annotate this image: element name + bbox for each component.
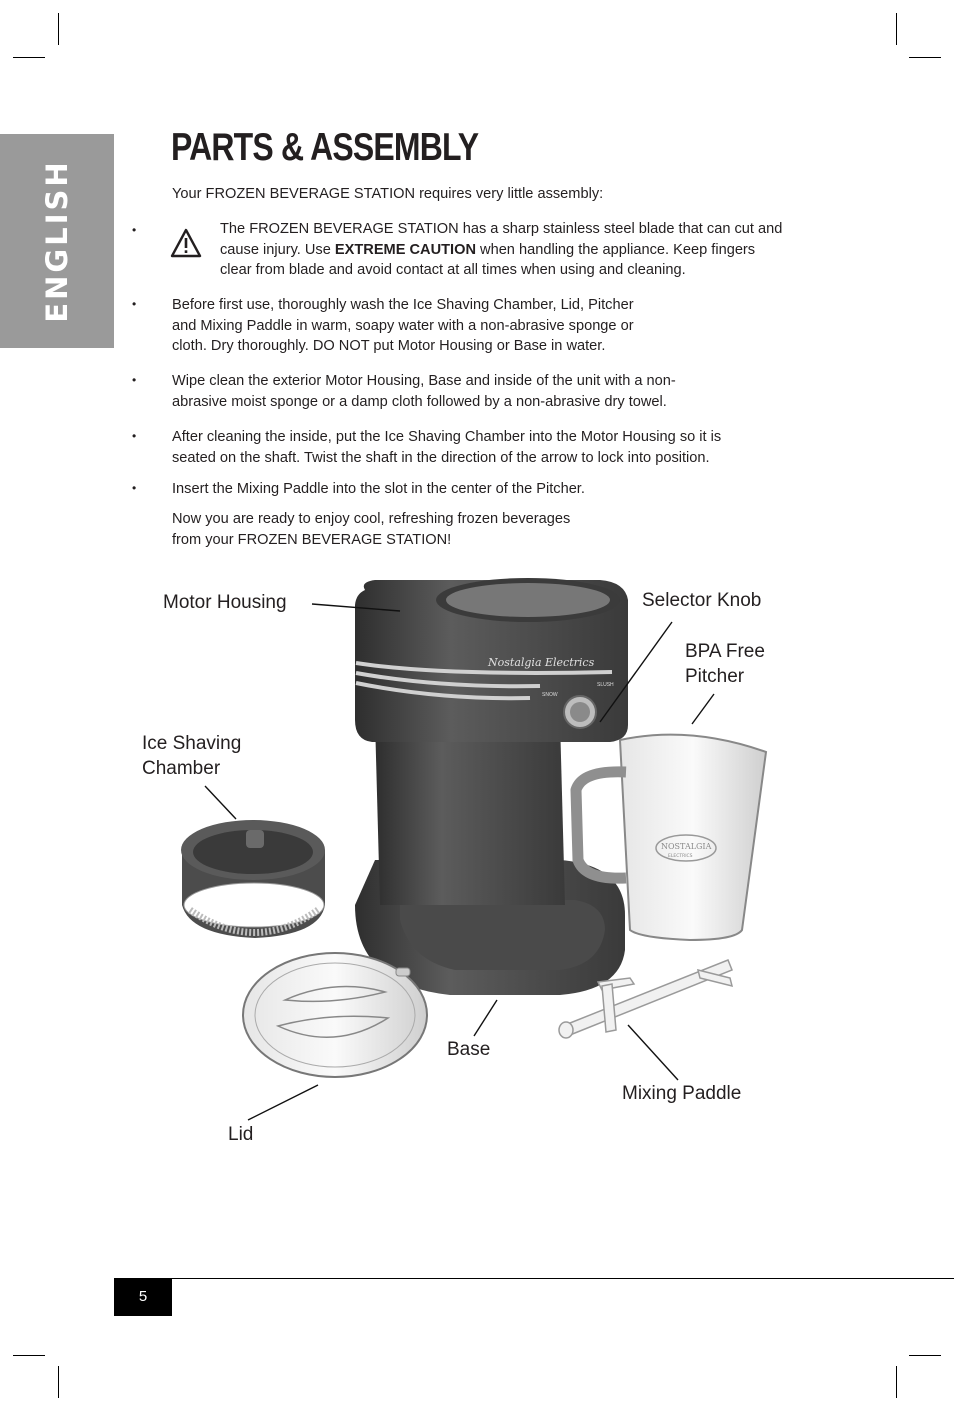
footer-rule	[114, 1278, 954, 1279]
closing-text: Now you are ready to enjoy cool, refreshing frozen beverages from your FROZEN BEVERAGE STATION!	[172, 511, 571, 548]
parts-diagram	[0, 560, 954, 1180]
crop-mark	[58, 1366, 59, 1398]
warning-text	[220, 219, 782, 281]
bullet-text: After cleaning the inside, put the Ice Shaving Chamber into the Motor Housing so it is seated on the shaft. Twist the shaft in the direction of the arrow to lock into position.	[172, 429, 722, 466]
ice-shaving-chamber-illustration	[181, 820, 325, 938]
bullet-marker: •	[132, 223, 137, 237]
selector-knob-illustration	[564, 696, 596, 728]
lid-illustration	[243, 953, 427, 1077]
crop-mark	[909, 1355, 941, 1356]
crop-mark	[58, 13, 59, 45]
extreme-caution-emphasis: EXTREME CAUTION	[334, 241, 476, 258]
intro-text: Your FROZEN BEVERAGE STATION requires very little assembly:	[172, 186, 604, 202]
knob-label-snow: SNOW	[542, 692, 558, 698]
page-number: 5	[114, 1278, 172, 1316]
warning-line: clear from blade and avoid contact at all times when using and cleaning.	[220, 262, 686, 278]
crop-mark	[909, 57, 941, 58]
bullet-marker: •	[132, 429, 137, 443]
bullet-text: Insert the Mixing Paddle into the slot in the center of the Pitcher.	[172, 481, 585, 497]
callout-lid: Lid	[228, 1124, 254, 1145]
callout-selector-knob: Selector Knob	[642, 590, 762, 611]
bullet-text: Wipe clean the exterior Motor Housing, Base and inside of the unit with a non- abrasive moist sponge or a damp cloth followed by a non-abrasive dry towel.	[172, 373, 676, 410]
product-brand-script: Nostalgia Electrics	[488, 656, 595, 669]
column-illustration	[375, 720, 565, 905]
bullet-marker: •	[132, 297, 137, 311]
language-tab	[0, 134, 114, 348]
callout-mixing-paddle: Mixing Paddle	[622, 1083, 742, 1104]
bullet-marker: •	[132, 481, 137, 495]
crop-mark	[13, 1355, 45, 1356]
bullet-text: Before first use, thoroughly wash the Ice Shaving Chamber, Lid, Pitcher and Mixing Paddle in warm, soapy water with a non-abrasive sponge or cloth. Dry thoroughly. DO NOT put Motor Housing or Base in water.	[172, 297, 634, 354]
knob-label-slush: SLUSH	[597, 682, 614, 688]
language-tab-label: ENGLISH	[40, 159, 74, 323]
page-title: PARTS & ASSEMBLY	[171, 126, 479, 169]
warning-line: The FROZEN BEVERAGE STATION has a sharp stainless steel blade that can cut and	[220, 221, 783, 237]
bullet-marker: •	[132, 373, 137, 387]
warning-triangle-icon	[170, 228, 202, 258]
callout-ice-shaving-chamber: Ice Shaving Chamber	[142, 733, 242, 779]
pitcher-brand-text: NOSTALGIA	[661, 842, 712, 851]
crop-mark	[896, 1366, 897, 1398]
pitcher-brand-subtext: ELECTRICS	[668, 854, 693, 859]
warning-line: cause injury. Use EXTREME CAUTION when handling the appliance. Keep fingers	[220, 241, 756, 258]
callout-motor-housing: Motor Housing	[163, 592, 287, 613]
crop-mark	[13, 57, 45, 58]
crop-mark	[896, 13, 897, 45]
callout-bpa-pitcher: BPA Free Pitcher	[685, 641, 765, 687]
callout-base: Base	[447, 1039, 491, 1060]
